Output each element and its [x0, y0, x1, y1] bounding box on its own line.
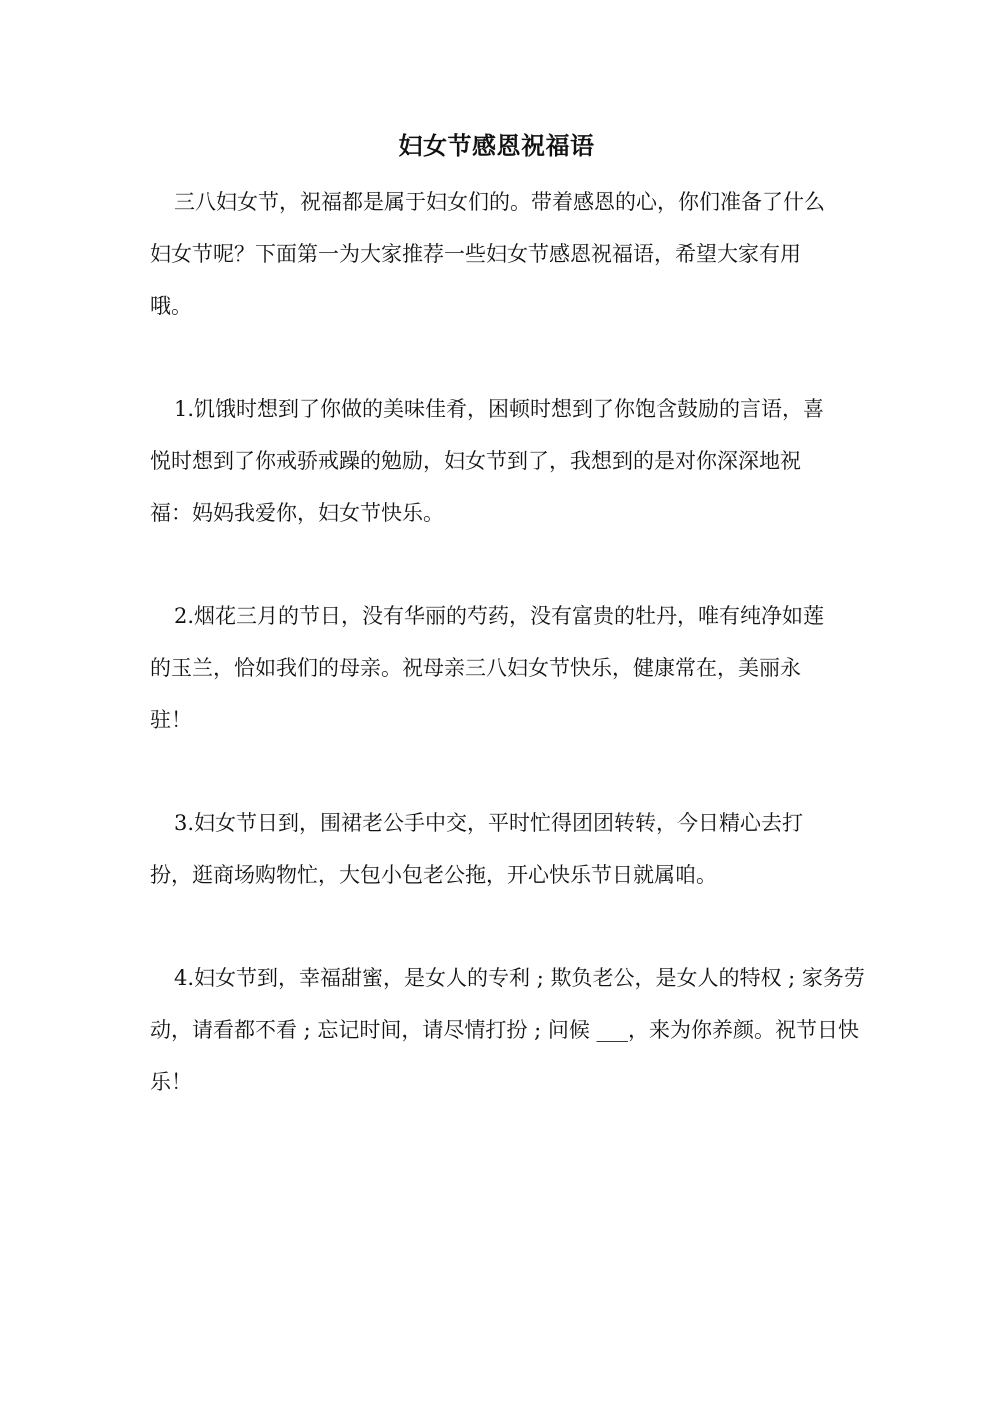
blessing-item-3: 3.妇女节日到，围裙老公手中交，平时忙得团团转转，今日精心去打扮，逛商场购物忙，大包小包老公拖，开心快乐节日就属咱。 — [150, 811, 804, 887]
intro-paragraph: 三八妇女节，祝福都是属于妇女们的。带着感恩的心，你们准备了什么妇女节呢？下面第一为大家推荐一些妇女节感恩祝福语，希望大家有用哦。 — [150, 190, 825, 318]
blessing-item-1: 1.饥饿时想到了你做的美味佳肴，困顿时想到了你饱含鼓励的言语，喜悦时想到了你戒骄戒躁的勉励，妇女节到了，我想到的是对你深深地祝福：妈妈我爱你，妇女节快乐。 — [150, 397, 825, 525]
blessing-item-2: 2.烟花三月的节日，没有华丽的芍药，没有富贵的牡丹，唯有纯净如莲的玉兰，恰如我们的母亲。祝母亲三八妇女节快乐，健康常在，美丽永驻！ — [150, 604, 825, 732]
document-title: 妇女节感恩祝福语 — [398, 131, 595, 160]
blessing-item-4: 4.妇女节到，幸福甜蜜，是女人的专利 ; 欺负老公，是女人的特权 ; 家务劳动，请看都不看 ; 忘记时间，请尽情打扮 ; 问候 ___，来为你养颜。祝节日快乐！ — [150, 966, 865, 1094]
